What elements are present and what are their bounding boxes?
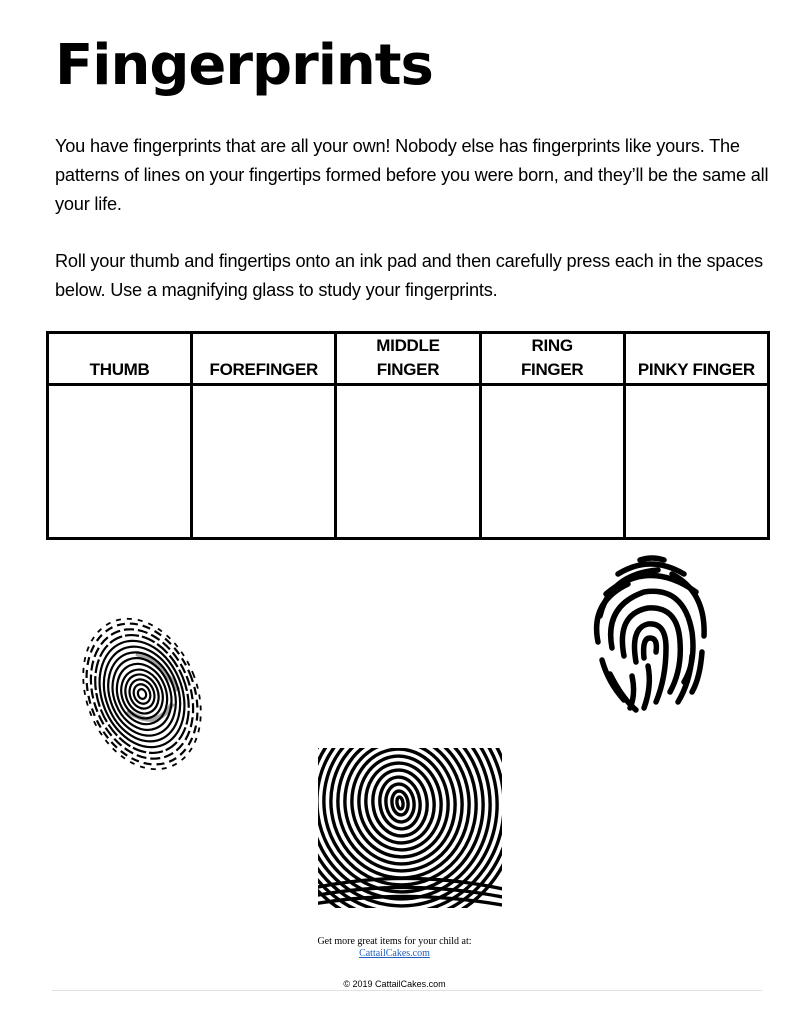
print-box-thumb — [48, 385, 192, 539]
fingerprint-closeup-whorl-image — [318, 748, 502, 908]
table-header-row — [48, 333, 769, 385]
fingerprint-ink-whorl-image — [80, 612, 210, 784]
intro-paragraph: You have fingerprints that are all your own! Nobody else has fingerprints like yours. The patterns of lines on your fingertips formed before you were born, and they’ll be the same all your life. — [55, 136, 769, 214]
column-header-ring-finger — [480, 333, 624, 385]
promo-link[interactable]: CattailCakes.com — [359, 948, 430, 959]
fingerprint-icon — [80, 612, 210, 784]
column-header-middle-finger — [336, 333, 480, 385]
copyright-text: © 2019 CattailCakes.com — [343, 979, 446, 989]
column-header-line1: MIDDLE — [376, 336, 440, 355]
column-header-line2: THUMB — [89, 360, 150, 379]
promo-text: Get more great items for your child at: — [317, 936, 472, 947]
instructions-paragraph: Roll your thumb and fingertips onto an ink pad and then carefully press each in the spaces below. Use a magnifying glass to study your fingerprints. — [55, 251, 763, 300]
fingerprint-icon — [318, 748, 502, 908]
fingerprint-icon-loop-image — [588, 552, 716, 716]
print-box-forefinger — [192, 385, 336, 539]
column-header-pinky-finger — [624, 333, 768, 385]
page-title: Fingerprints — [55, 33, 433, 98]
column-header-thumb — [48, 333, 192, 385]
column-header-line2: PINKY FINGER — [637, 360, 755, 379]
column-header-line1: RING — [531, 336, 573, 355]
table-row — [48, 385, 769, 539]
column-header-line2: FINGER — [376, 360, 440, 379]
footer-divider — [52, 990, 762, 991]
column-header-forefinger — [192, 333, 336, 385]
fingerprint-icon — [588, 552, 716, 716]
fingerprint-table — [46, 331, 770, 540]
column-header-line2: FOREFINGER — [209, 360, 318, 379]
print-box-pinky-finger — [624, 385, 768, 539]
column-header-line2: FINGER — [520, 360, 584, 379]
print-box-ring-finger — [480, 385, 624, 539]
print-box-middle-finger — [336, 385, 480, 539]
